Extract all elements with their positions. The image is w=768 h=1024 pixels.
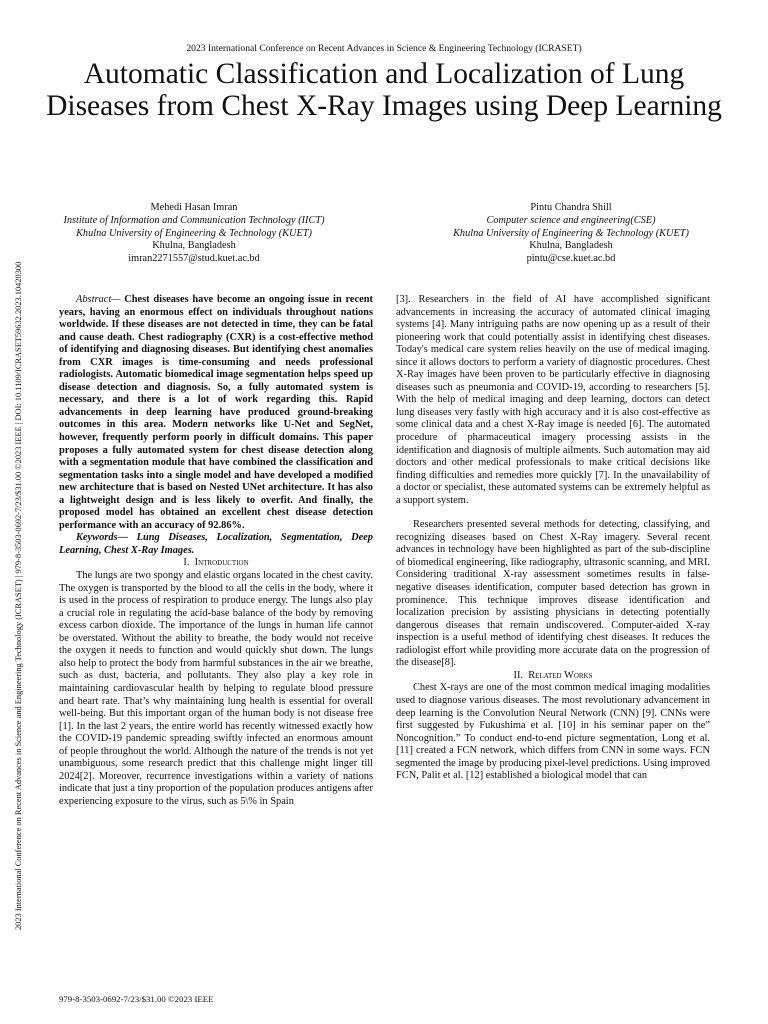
abstract <box>59 294 373 532</box>
intro-paragraph-2: [3]. Researchers in the field of AI have accomplished significant advancements in increasing the accuracy of automated clinical imaging systems [4]. Many intriguing paths are now opening up as a result of their pioneering work that could potentially assist in identifying chest diseases. Today's medical care system relies heavily on the use of medical imaging. since it allows doctors to perform a variety of diagnostic procedures. Chest X-Ray images have been proven to be particularly effective in diagnosing diseases such as pneumonia and COVID-19, according to researchers [5]. With the help of medical imaging and deep learning, doctors can detect lung diseases very fastly with high accuracy and it is also cost-effective as some clinical data and a chest X-Ray image is needed [6]. The automated procedure of pharmaceutical imagery processing assists in the identification and diagnosis of multiple ailments. Such automation may aid doctors and other medical professionals to make critical decisions like finding difficulties and remedies more quickly [7]. In the unavailability of a doctor or specialist, these automated systems can be extremely helpful as a support system. <box>396 294 710 506</box>
right-column <box>396 294 710 783</box>
author-university: Khulna University of Engineering & Technology (KUET) <box>453 227 689 239</box>
author-name: Mehedi Hasan Imran <box>150 202 238 213</box>
author-location: Khulna, Bangladesh <box>529 240 613 252</box>
author-university: Khulna University of Engineering & Technology (KUET) <box>76 227 312 239</box>
author-name: Pintu Chandra Shill <box>530 202 612 213</box>
author-department: Institute of Information and Communication Technology (IICT) <box>63 214 325 226</box>
related-paragraph-1: Chest X-rays are one of the most common medical imaging modalities used to diagnose various diseases. The most revolutionary advancement in deep learning is the Convolution Neural Network (CNN) [9]. CNNs were first suggested by Fukushima et al. [10] in his seminar paper on the” Noncognition.” To conduct end-to-end picture segmentation, Long et al. [11] created a FCN network, which differs from CNN in some ways. FCN segmented the image by producing pixel-level predictions. Using improved FCN, Palit et al. [12] established a biological model that can <box>396 682 710 782</box>
section-number: I. <box>183 557 190 569</box>
keywords: Keywords— Lung Diseases, Localization, Segmentation, Deep Learning, Chest X-Ray Images. <box>59 532 373 556</box>
author-block-2 <box>391 202 751 266</box>
author-email: pintu@cse.kuet.ac.bd <box>526 253 616 265</box>
section-heading-introduction <box>59 557 373 570</box>
conference-header: 2023 International Conference on Recent Advances in Science & Engineering Technology (ICRASET) <box>186 43 582 54</box>
left-column <box>59 294 373 808</box>
paper-title: Automatic Classification and Localization of Lung Diseases from Chest X-Ray Images using Deep Learning <box>46 58 722 122</box>
copyright-footer: 979-8-3503-0692-7/23/$31.00 ©2023 IEEE <box>59 994 214 1004</box>
author-location: Khulna, Bangladesh <box>152 240 236 252</box>
intro-paragraph-1: The lungs are two spongy and elastic organs located in the chest cavity. The oxygen is transported by the blood to all the cells in the body, where it is used in the process of respiration to produce energy. The lungs also play a crucial role in regulating the acid-base balance of the body by removing excess carbon dioxide. The importance of the lungs in human life cannot be overstated. Without the ability to breathe, the body would not receive the oxygen it needs to function and would quickly shut down. The lungs also help to protect the body from harmful substances in the air we breathe, such as dust, bacteria, and pollutants. They also play a key role in maintaining cardiovascular health by helping to regulate blood pressure and heart rate. That’s why maintaining lung health is essential for overall well-being. But this important organ of the human body is not disease free [1]. In the last 2 years, the entire world has recently witnessed exactly how the COVID-19 pandemic spreading swiftly infected an enormous amount of people throughout the world. Although the nature of the trends is not yet unambiguous, some research predict that this challenge might linger till 2024[2]. Moreover, recurrence investigations within a variety of nations indicate that just a tiny proportion of the population produces antigens after experiencing exposure to the virus, such as 5\% in Spain <box>59 570 373 807</box>
abstract-label: Abstract— <box>76 294 121 305</box>
author-department: Computer science and engineering(CSE) <box>486 214 656 226</box>
abstract-text: Chest diseases have become an ongoing issue in recent years, having an enormous effect on individuals throughout nations worldwide. If these diseases are not detected in time, they can be fatal and cause death. Chest radiography (CXR) is a cost-effective method of identifying and diagnosing diseases. But identifying chest anomalies from CXR images is time-consuming and needs professional radiologists. Automatic biomedical image segmentation helps speed up disease detection and diagnosis. So, a fully automated system is necessary, and there is a lot of work regarding this. Rapid advancements in deep learning have produced ground-breaking outcomes in this area. Modern networks like U-Net and SegNet, however, frequently perform poorly in difficult domains. This paper proposes a fully automated system for chest disease detection along with a segmentation module that have combined the classification and segmentation tasks into a single model and have developed a modified new architecture that is based on Nested UNet architecture. It has also a lightweight design and is less likely to overfit. And finally, the proposed model has obtained an excellent chest disease detection performance with an accuracy of 92.86%. <box>59 294 373 531</box>
section-heading-related-works <box>396 670 710 683</box>
doi-sidebar-text: 2023 International Conference on Recent Advances in Science and Engineering Technology (ICRASET) | 979-8-3503-0692-7/23/$31.00 ©2023 IEEE | DOI: 10.1109/ICRASET59632.2023.10420300 <box>14 261 23 930</box>
intro-paragraph-3: Researchers presented several methods for detecting, classifying, and recognizing diseases based on Chest X-Ray imagery. Several recent advances in technology have been highlighted as part of the sub-discipline of biomedical engineering, like radiography, ultrasonic scanning, and MRI. Considering traditional X-ray assessment sometimes results in false-negative diseases identification, computer based detection has grown in prominence. This technique improves disease identification and localization precision by assisting physicians in detecting potentially dangerous diseases that remain undiscovered. Computer-aided X-ray inspection is a useful method of identifying chest diseases. It reduces the radiologist effort while providing more accurate data on the progression of the disease[8]. <box>396 519 710 669</box>
author-block-1 <box>14 202 374 266</box>
author-email: imran2271557@stud.kuet.ac.bd <box>128 253 260 265</box>
section-number: II. <box>513 669 524 681</box>
section-title: Related Works <box>528 669 593 681</box>
section-title: Introduction <box>194 557 249 569</box>
